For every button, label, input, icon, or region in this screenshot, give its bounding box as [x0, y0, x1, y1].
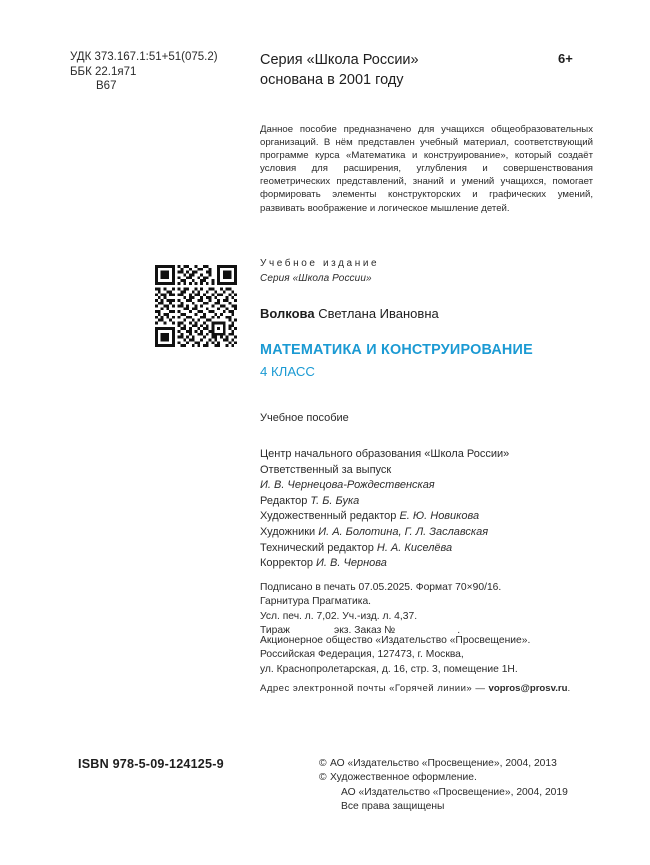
copyright-icon: ©	[319, 772, 327, 784]
edition-notice	[260, 256, 379, 286]
sheets-line: Усл. печ. л. 7,02. Уч.-изд. л. 4,37.	[260, 610, 418, 622]
credits-block	[260, 447, 600, 572]
credits-row-corrector: Корректор И. В. Чернова	[260, 557, 387, 570]
edition-kind: Учебное издание	[260, 258, 380, 269]
edition-series: Серия «Школа России»	[260, 273, 372, 284]
copyright-icon: ©	[319, 758, 327, 769]
copyright-row: Все права защищены	[341, 801, 445, 813]
typeface-line: Гарнитура Прагматика.	[260, 596, 372, 608]
qr-code[interactable]	[155, 265, 237, 347]
technical-data-block	[260, 581, 600, 639]
print-signed-line: Подписано в печать 07.05.2025. Формат 70×90/16.	[260, 582, 502, 593]
hotline-email[interactable]: vopros@prosv.ru	[488, 683, 568, 694]
credits-row-art-editor: Художественный редактор Е. Ю. Новикова	[260, 510, 480, 523]
copyright-block	[319, 757, 620, 815]
hotline-prefix: Адрес электронной почты «Горячей линии» —	[260, 683, 489, 694]
author-line	[260, 305, 439, 322]
credits-row-technical-editor: Технический редактор Н. А. Киселёва	[260, 541, 453, 554]
copyright-row: © Художественное оформление.	[330, 771, 620, 785]
age-rating-badge: 6+	[558, 51, 573, 66]
book-title: МАТЕМАТИКА И КОНСТРУИРОВАНИЕ	[260, 342, 533, 358]
book-kind: Учебное пособие	[260, 412, 349, 424]
copyright-row: © АО «Издательство «Просвещение», 2004, 2013	[330, 757, 620, 771]
credits-row-responsible-label: Ответственный за выпуск	[260, 463, 392, 476]
annotation-text: Данное пособие предназначено для учащихся общеобразовательных организаций. В нём представлен учебный материал, соответствующий программе курса «Математика и конструирование», который создаёт условия для расширения, углубления и совершенствования геометрических представлений, знаний и умений учащихся, помогает формировать элементы конструкторских и графических умений, развивать воображение и логическое мышление детей.	[260, 124, 593, 214]
credits-row-editor: Редактор Т. Б. Бука	[260, 494, 360, 507]
isbn: ISBN 978-5-09-124125-9	[78, 757, 224, 771]
hotline-line	[260, 682, 571, 696]
bbk-code: ББК 22.1я71	[70, 65, 137, 78]
publisher-company: Акционерное общество «Издательство «Просвещение».	[260, 635, 531, 646]
credits-center: Центр начального образования «Школа России»	[260, 448, 510, 460]
author-given-name: Светлана Ивановна	[318, 306, 439, 321]
author-surname: Волкова	[260, 306, 315, 321]
hotline-suffix: .	[567, 683, 571, 694]
credits-row-responsible-name: И. В. Чернецова-Рождественская	[260, 479, 435, 492]
credits-row-artists: Художники И. А. Болотина, Г. Л. Заславская	[260, 525, 489, 538]
udk-code: УДК 373.167.1:51+51(075.2)	[70, 51, 218, 63]
copyright-row: АО «Издательство «Просвещение», 2004, 2019	[341, 786, 568, 798]
publisher-address-line-1: Российская Федерация, 127473, г. Москва,	[260, 649, 464, 661]
book-grade: 4 КЛАСС	[260, 364, 315, 379]
series-header-line-1: Серия «Школа России»	[260, 52, 419, 68]
print-run-line: Тираж экз. Заказ № .	[260, 625, 461, 637]
classification-codes	[70, 50, 218, 94]
publisher-block	[260, 634, 610, 677]
series-header	[260, 50, 590, 90]
author-sign-code: В67	[96, 80, 117, 92]
publisher-address-line-2: ул. Краснопролетарская, д. 16, стр. 3, помещение 1Н.	[260, 663, 518, 675]
series-header-line-2: основана в 2001 году	[260, 72, 404, 88]
